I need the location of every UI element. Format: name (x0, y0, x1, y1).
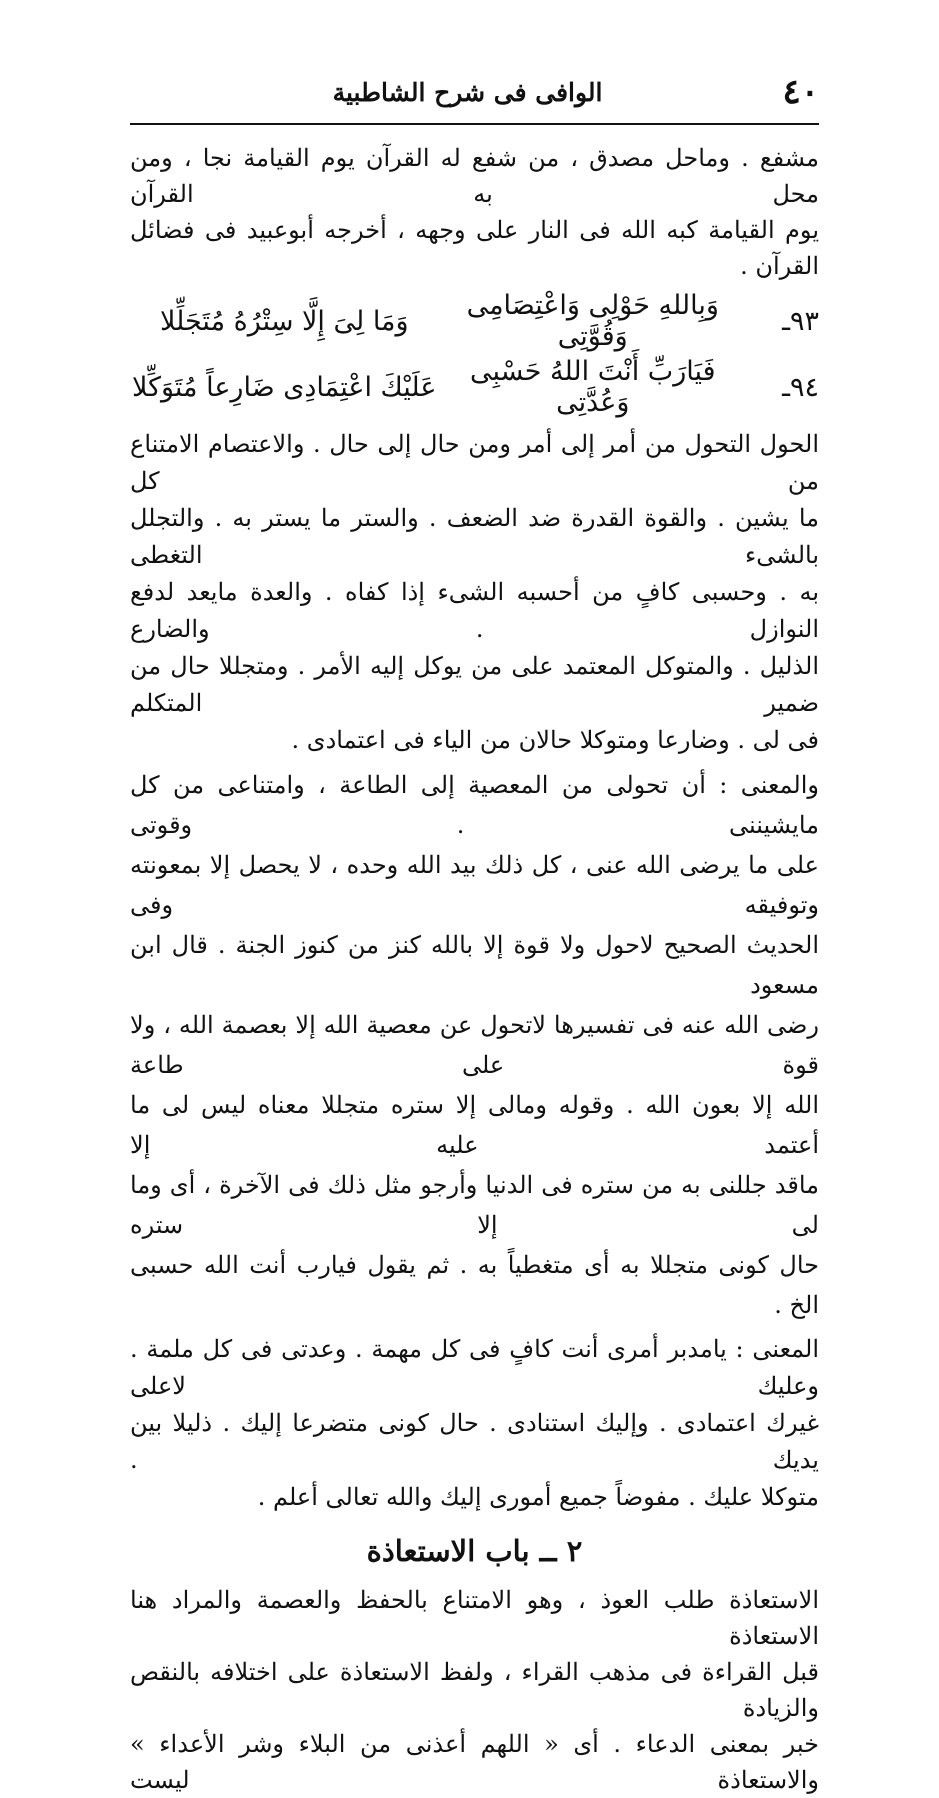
text-line: مشفع . وماحل مصدق ، من شفع له القرآن يوم القيامة نجا ، ومن محل به القرآن (130, 144, 819, 208)
verse-first-hemistich: فَيَارَبِّ أَنْتَ اللهُ حَسْبِى وَعُدَّتِى (469, 356, 716, 418)
verse-number: ٩٣ـ (782, 305, 819, 337)
text-line: متوكلا عليك . مفوضاً جميع أمورى إليك والله تعالى أعلم . (257, 1483, 819, 1511)
text-line: قبل القراءة فى مذهب القراء ، ولفظ الاستعاذة على اختلافه بالنقص والزيادة (130, 1658, 820, 1722)
text-line: فى لى . وضارعا ومتوكلا حالان من الياء فى اعتمادى . (291, 726, 819, 754)
header-rule (130, 123, 819, 125)
verse-second-hemistich: وَمَا لِىَ إِلَّا سِتْرُهُ مُتَجَلِّلا (159, 305, 409, 337)
text-line: الحديث الصحيح لاحول ولا قوة إلا بالله كنز من كنوز الجنة . قال ابن مسعود (130, 931, 819, 999)
text-line: خبر بمعنى الدعاء . أى « اللهم أعذنى من البلاء وشر الأعداء » والاستعاذة ليست (130, 1730, 819, 1794)
paragraph-3 (130, 765, 819, 1325)
text-line: ماقد جللنى به من ستره فى الدنيا وأرجو مثل ذلك فى الآخرة ، أى وما لى إلا ستره (130, 1171, 819, 1239)
text-line: الذليل . والمتوكل المعتمد على من يوكل إليه الأمر . ومتجللا حال من ضمير المتكلم (130, 652, 819, 717)
paragraph-4 (130, 1331, 819, 1516)
paragraph-2 (130, 426, 819, 759)
verse-94 (130, 354, 819, 420)
verse-first-hemistich: وَبِاللهِ حَوْلِى وَاعْتِصَامِى وَقُوَّتِى (466, 290, 719, 352)
section-heading: ٢ ــ باب الاستعاذة (366, 1534, 583, 1568)
page-number: ٤٠ (782, 72, 819, 112)
text-line: رضى الله عنه فى تفسيرها لاتحول عن معصية الله إلا بعصمة الله ، ولا قوة على طاعة (130, 1011, 819, 1079)
text-line: ما يشين . والقوة القدرة ضد الضعف . والستر ما يستر به . والتجلل بالشىء التغطى (130, 504, 819, 569)
running-title: الوافى فى شرح الشاطبية (332, 77, 603, 107)
text-line: يوم القيامة كبه الله فى النار على وجهه ، أخرجه أبوعبيد فى فضائل القرآن . (130, 216, 819, 280)
text-line: غيرك اعتمادى . وإليك استنادى . حال كونى متضرعا إليك . ذليلا بين يديك . (130, 1409, 819, 1474)
text-line: حال كونى متجللا به أى متغطياً به . ثم يقول فيارب أنت الله حسبى الخ . (130, 1251, 819, 1319)
text-line: المعنى : يامدبر أمرى أنت كافٍ فى كل مهمة . وعدتى فى كل ملمة . وعليك لاعلى (130, 1335, 819, 1400)
text-line: به . وحسبى كافٍ من أحسبه الشىء إذا كفاه . والعدة مايعد لدفع النوازل . والضارع (130, 578, 819, 643)
paragraph-5 (130, 1582, 819, 1798)
text-line: على ما يرضى الله عنى ، كل ذلك بيد الله وحده ، لا يحصل إلا بمعونته وتوفيقه وفى (130, 851, 819, 919)
verse-second-hemistich: عَلَيْكَ اعْتِمَادِى ضَارِعاً مُتَوَكِّلا (131, 371, 437, 403)
text-line: الحول التحول من أمر إلى أمر ومن حال إلى حال . والاعتصام الامتناع من كل (130, 430, 819, 495)
text-line: الاستعاذة طلب العوذ ، وهو الامتناع بالحفظ والعصمة والمراد هنا الاستعاذة (130, 1586, 819, 1650)
verse-93 (130, 288, 819, 354)
paragraph-1 (130, 140, 819, 284)
text-line: والمعنى : أن تحولى من المعصية إلى الطاعة ، وامتناعى من كل مايشيننى . وقوتى (130, 771, 819, 839)
page-body (130, 140, 819, 1798)
verse-number: ٩٤ـ (782, 371, 819, 403)
page-header (130, 68, 819, 116)
text-line: الله إلا بعون الله . وقوله ومالى إلا ستره متجللا معناه ليس لى ما أعتمد عليه إلا (130, 1091, 819, 1159)
